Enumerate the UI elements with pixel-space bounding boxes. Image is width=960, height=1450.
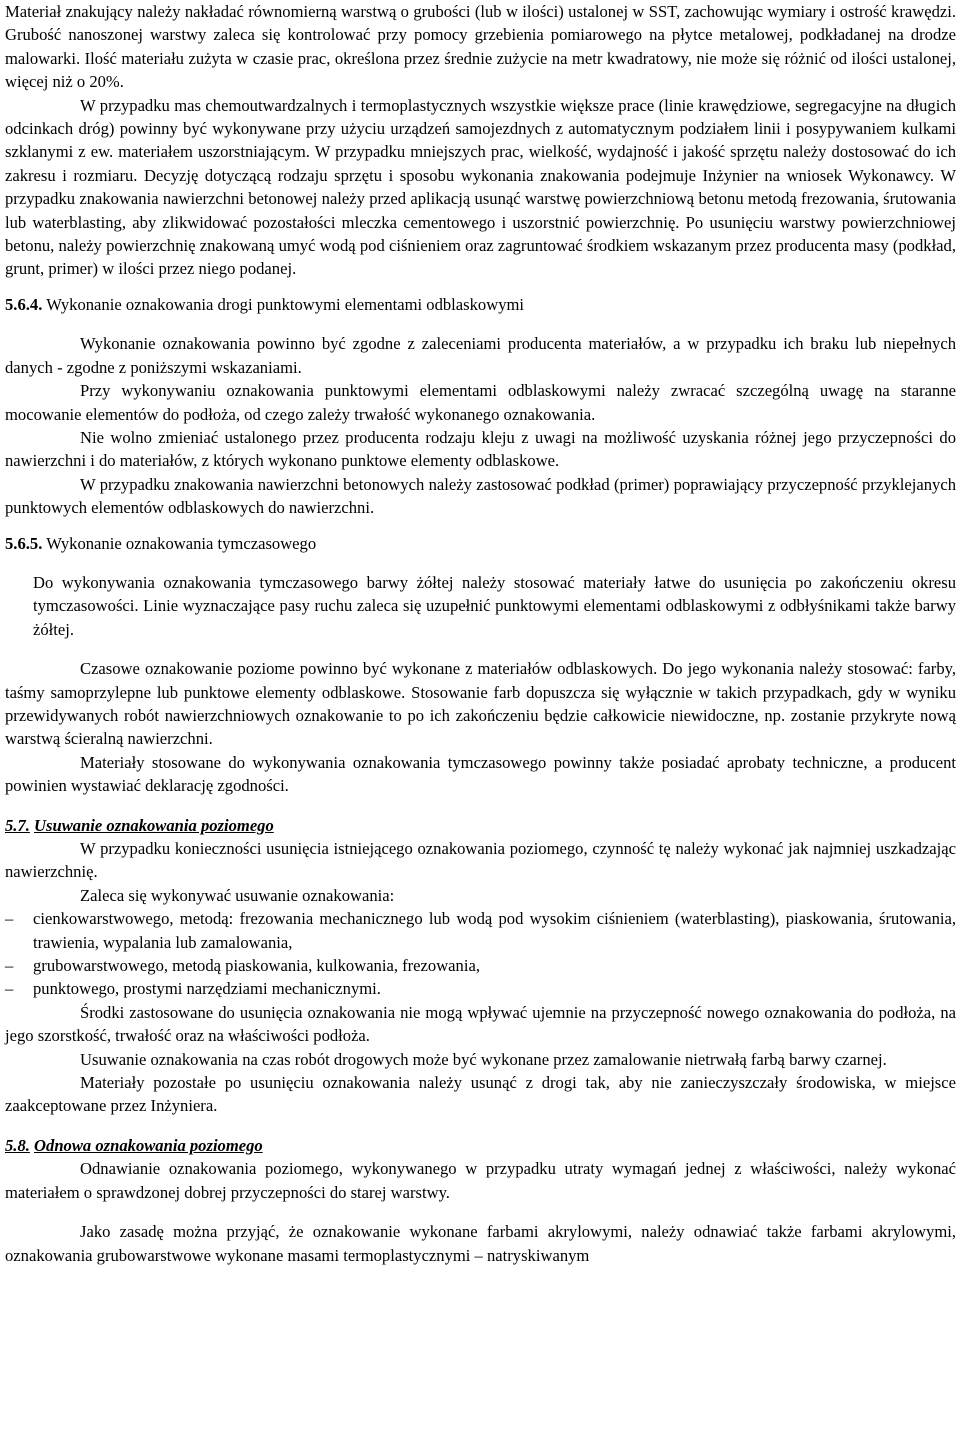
paragraph: Czasowe oznakowanie poziome powinno być wykonane z materiałów odblaskowych. Do jego wykonania należy stosować: farby, taśmy samoprzylepne lub punktowe elementy odblaskowe. Stosowanie farb dopuszcza się wyłącznie w takich przypadkach, gdy w wyniku przewidywanych robót nawierzchniowych oznakowanie to po ich zakończeniu będzie całkowicie niewidoczne, np. zostanie przykryte nową warstwą ścieralną nawierzchni. [5,659,956,749]
paragraph: Materiały stosowane do wykonywania oznakowania tymczasowego powinny także posiadać aprobaty techniczne, a producent powinien wystawiać deklarację zgodności. [5,752,956,796]
list-item: – punktowego, prostymi narzędziami mechanicznymi. [5,977,956,1000]
section-title: Wykonanie oznakowania drogi punktowymi elementami odblaskowymi [46,294,525,314]
dash-bullet: – [5,979,14,999]
section-heading-5-8 [5,1134,956,1157]
section-heading-5-7 [5,814,956,837]
paragraph: Jako zasadę można przyjąć, że oznakowanie wykonane farbami akrylowymi, należy odnawiać także farbami akrylowymi, oznakowania grubowarstwowe wykonane masami termoplastycznymi – natryskiwanym [5,1222,956,1265]
section-number: 5.8. [5,1135,30,1155]
section-title: Usuwanie oznakowania poziomego [34,815,274,835]
paragraph-chemical-masses: W przypadku mas chemoutwardzalnych i termoplastycznych wszystkie większe prace (linie krawędziowe, segregacyjne na długich odcinkach dróg) powinny być wykonywane przy użyciu urządzeń samojezdnych z automatycznym podziałem linii i posypywaniem kulkami szklanymi z ew. materiałem uszorstniającym. W przypadku mniejszych prac, wielkość, wydajność i jakość sprzętu należy dostosować do ich zakresu i rozmiaru. Decyzję dotyczącą rodzaju sprzętu i sposobu wykonania znakowania podejmuje Inżynier na wniosek Wykonawcy. W przypadku znakowania nawierzchni betonowej należy przed aplikacją usunąć warstwę powierzchniową betonu metodą frezowania, śrutowania lub waterblasting, aby zlikwidować pozostałości mleczka cementowego i uszorstnić powierzchnię. Po usunięciu warstwy powierzchniowej betonu, należy powierzchnię znakowaną umyć wodą pod ciśnieniem oraz zagruntować środkiem wskazanym przez producenta masy (podkład, grunt, primer) w ilości przez niego podanej. [5,95,956,279]
paragraph: W przypadku znakowania nawierzchni betonowych należy zastosować podkład (primer) poprawiający przyczepność przyklejanych punktowych elementów odblaskowych do nawierzchni. [5,474,956,518]
removal-methods-list [5,907,956,1001]
section-number: 5.6.4. [5,294,43,314]
section-title: Odnowa oznakowania poziomego [34,1135,263,1155]
paragraph: Przy wykonywaniu oznakowania punktowymi elementami odblaskowymi należy zwracać szczególną uwagę na staranne mocowanie elementów do podłoża, od czego zależy trwałość wykonanego oznakowania. [5,381,956,424]
list-item: – cienkowarstwowego, metodą: frezowania mechanicznego lub wodą pod wysokim ciśnieniem (waterblasting), piaskowania, śrutowania, trawienia, wypalania lub zamalowania, [5,909,956,952]
paragraph-material-layer: Materiał znakujący należy nakładać równomierną warstwą o grubości (lub w ilości) ustalonej w SST, zachowując wymiary i ostrość krawędzi. Grubość nanoszonej warstwy zaleca się kontrolować przy pomocy grzebienia pomiarowego na płytce metalowej, podkładanej na drodze malowarki. Ilość materiału zużyta w czasie prac, określona przez średnie zużycie na metr kwadratowy, nie może się różnić od ilości ustalonej, więcej niż o 20%. [5,2,956,92]
paragraph: Materiały pozostałe po usunięciu oznakowania należy usunąć z drogi tak, aby nie zanieczyszczały środowiska, w miejsce zaakceptowane przez Inżyniera. [5,1073,956,1116]
paragraph: Środki zastosowane do usunięcia oznakowania nie mogą wpływać ujemnie na przyczepność nowego oznakowania do podłoża, na jego szorstkość, trwałość oraz na właściwości podłoża. [5,1002,956,1046]
section-heading-5-6-4 [5,293,956,316]
paragraph: Odnawianie oznakowania poziomego, wykonywanego w przypadku utraty wymagań jednej z właściwości, należy wykonać materiałem o sprawdzonej dobrej przyczepności do starej warstwy. [5,1159,956,1202]
paragraph-temporary-yellow: Do wykonywania oznakowania tymczasowego barwy żółtej należy stosować materiały łatwe do usunięcia po zakończeniu okresu tymczasowości. Linie wyznaczające pasy ruchu zaleca się uzupełnić punktowymi elementami odblaskowymi z odbłyśnikami także barwy żółtej. [33,572,956,639]
dash-bullet: – [5,909,14,929]
paragraph: W przypadku konieczności usunięcia istniejącego oznakowania poziomego, czynność tę należy wykonać jak najmniej uszkadzając nawierzchnię. [5,839,956,882]
section-title: Wykonanie oznakowania tymczasowego [46,533,317,553]
paragraph: Usuwanie oznakowania na czas robót drogowych może być wykonane przez zamalowanie nietrwałą farbą barwy czarnej. [80,1049,887,1069]
paragraph: Zaleca się wykonywać usuwanie oznakowania: [80,885,395,905]
list-item: – grubowarstwowego, metodą piaskowania, kulkowania, frezowania, [5,954,956,977]
section-number: 5.6.5. [5,533,43,553]
section-heading-5-6-5 [5,532,956,555]
paragraph: Wykonanie oznakowania powinno być zgodne z zaleceniami producenta materiałów, a w przypadku ich braku lub niepełnych danych - zgodne z poniższymi wskazaniami. [5,334,956,377]
paragraph: Nie wolno zmieniać ustalonego przez producenta rodzaju kleju z uwagi na możliwość uzyskania różnej jego przyczepności do nawierzchni i do materiałów, z których wykonano punktowe elementy odblaskowe. [5,427,956,471]
section-number: 5.7. [5,815,30,835]
dash-bullet: – [5,956,14,976]
